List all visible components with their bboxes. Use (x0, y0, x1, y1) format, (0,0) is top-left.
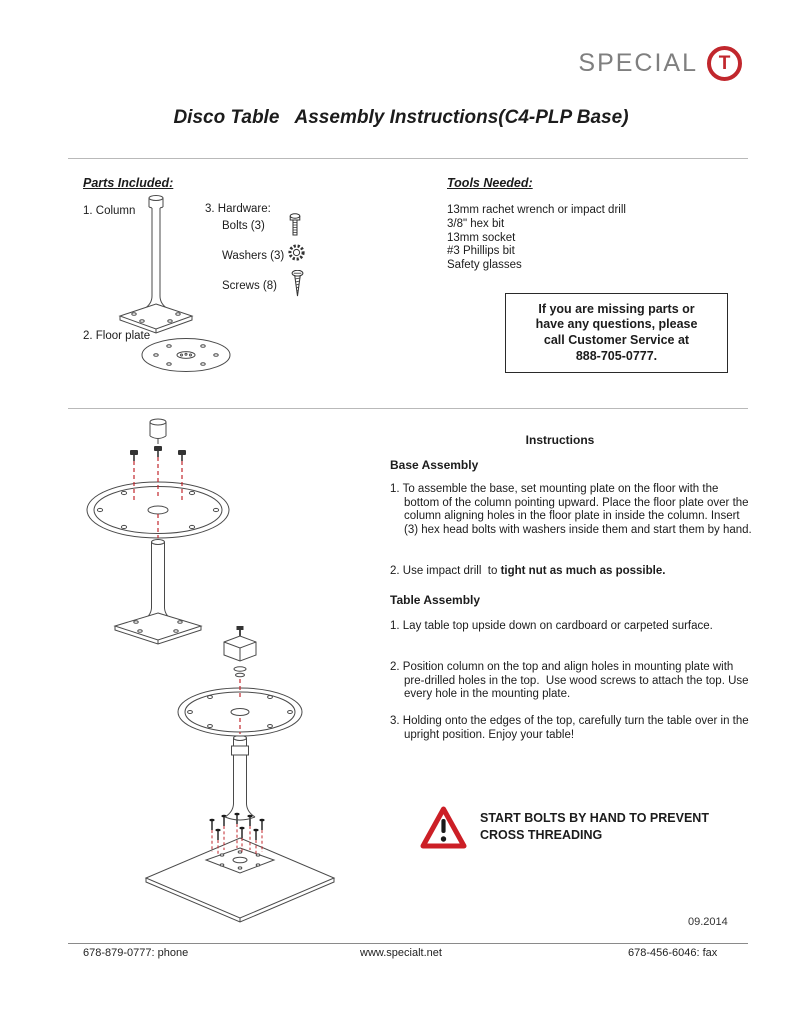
base-step-2 (390, 565, 752, 579)
warning-triangle-icon (420, 806, 467, 849)
tools-list (447, 204, 626, 273)
table-step-2: 2. Position column on the top and align holes in mounting plate with pre-drilled holes in the top. Use wood screws to attach the top. Use every hole in the mounting plate. (390, 661, 752, 701)
footer-website: www.specialt.net (360, 947, 442, 959)
part-hardware-label: 3. Hardware: (205, 203, 271, 215)
customer-service-notice (505, 293, 728, 373)
top-divider (68, 158, 748, 159)
logo (578, 46, 742, 81)
tool-item: 13mm socket (447, 231, 516, 244)
footer-fax: 678-456-6046: fax (628, 947, 718, 959)
logo-brand-text: SPECIAL (578, 49, 698, 77)
floor-plate-diagram (138, 333, 234, 377)
exploded-table-assembly-diagram (138, 626, 343, 926)
warning-text: START BOLTS BY HAND TO PREVENT CROSS THREADING (480, 811, 709, 842)
tools-needed-heading: Tools Needed: (447, 176, 533, 190)
base-step-2-emphasis: tight nut as much as possible. (500, 565, 666, 577)
instructions-heading: Instructions (525, 433, 595, 447)
base-assembly-heading: Base Assembly (390, 458, 479, 472)
part-column-label: 1. Column (83, 205, 136, 217)
tool-item: #3 Phillips bit (447, 245, 515, 258)
table-assembly-heading: Table Assembly (390, 593, 481, 607)
logo-t-letter: T (718, 53, 731, 74)
part-screws-label: Screws (8) (222, 280, 277, 292)
base-step-2-text: 2. Use impact drill to (390, 565, 501, 577)
logo-t-icon (707, 46, 742, 81)
footer-divider (68, 943, 748, 944)
part-floor-plate-label: 2. Floor plate (83, 330, 151, 342)
base-step-1: 1. To assemble the base, set mounting plate on the floor with the bottom of the column pointing upward. Place the floor plate over the column aligning holes in the floor plate in inside the column. Insert (3) hex head bolts with washers inside them and start them by hand. (390, 483, 752, 537)
screw-icon (291, 270, 304, 298)
table-step-3: 3. Holding onto the edges of the top, carefully turn the table over in the upright position. Enjoy your table! (390, 715, 752, 741)
part-washers-label: Washers (3) (222, 250, 285, 262)
table-step-1: 1. Lay table top upside down on cardboard or carpeted surface. (390, 620, 713, 632)
tool-item: Safety glasses (447, 259, 522, 272)
warning-callout (420, 806, 730, 849)
exploded-base-assembly-diagram (78, 414, 246, 646)
notice-line: 888-705-0777. (575, 348, 658, 363)
revision-date: 09.2014 (688, 916, 728, 928)
tool-item: 3/8" hex bit (447, 217, 505, 230)
notice-line: have any questions, please (535, 317, 698, 332)
column-part-diagram (116, 192, 201, 334)
notice-line: call Customer Service at (543, 333, 690, 347)
part-bolts-label: Bolts (3) (222, 220, 265, 232)
footer-phone: 678-879-0777: phone (83, 947, 189, 959)
bolt-icon (289, 213, 301, 237)
tool-item: 13mm rachet wrench or impact drill (447, 204, 626, 216)
washer-icon (287, 243, 306, 262)
page-title: Disco Table Assembly Instructions(C4-PLP Base) (173, 107, 629, 128)
mid-divider (68, 408, 748, 409)
notice-line: If you are missing parts or (538, 301, 695, 316)
parts-included-heading: Parts Included: (83, 176, 174, 190)
